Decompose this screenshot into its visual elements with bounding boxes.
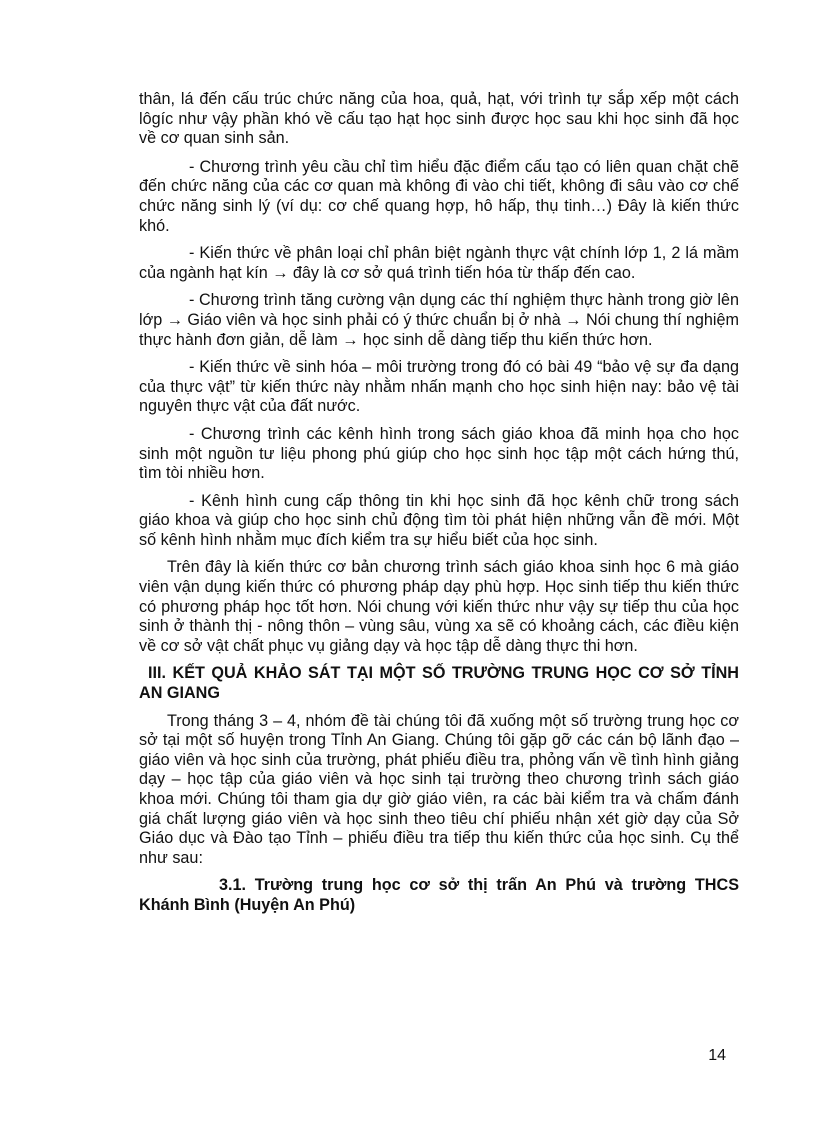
paragraph-summary: Trên đây là kiến thức cơ bản chương trình sách giáo khoa sinh học 6 mà giáo viên vận dụng kiến thức có phương pháp dạy phù hợp. Học sinh tiếp thu kiến thức có phương pháp học tốt hơn. Nói chung với kiến thức như vậy sự tiếp thu của học sinh ở thành thị - nông thôn – vùng sâu, vùng xa sẽ có khoảng cách, các điều kiện về cơ sở vật chất phục vụ giảng dạy và học tập dễ dàng thực thi hơn. [139,558,739,655]
bullet-paragraph-biochemistry: - Kiến thức về sinh hóa – môi trường trong đó có bài 49 “bảo vệ sự đa dạng của thực vật” từ kiến thức này nhằm nhấn mạnh cho học sinh hiện nay: bảo vệ tài nguyên thực vật của đất nước. [139,358,739,416]
bullet-paragraph-classification: - Kiến thức về phân loại chỉ phân biệt ngành thực vật chính lớp 1, 2 lá mầm của ngành hạt kín → đây là cơ sở quá trình tiến hóa từ thấp đến cao. [139,244,739,282]
paragraph-survey: Trong tháng 3 – 4, nhóm đề tài chúng tôi đã xuống một số trường trung học cơ sở tại một số huyện trong Tỉnh An Giang. Chúng tôi gặp gỡ các cán bộ lãnh đạo – giáo viên và học sinh của trường, phát phiếu điều tra, phỏng vấn về tình hình giảng dạy – học tập của giáo viên và học sinh tại trường theo chương trình sách giáo khoa mới. Chúng tôi tham gia dự giờ giáo viên, ra các bài kiểm tra và chấm đánh giá chất lượng giáo viên và học sinh theo tiêu chí phiếu nhận xét giờ dạy của Sở Giáo dục và Đào tạo Tỉnh – phiếu điều tra tiếp thu kiến thức của học sinh. Cụ thể như sau: [139,711,739,867]
bullet-paragraph-experiments: - Chương trình tăng cường vận dụng các thí nghiệm thực hành trong giờ lên lớp → Giáo viên và học sinh phải có ý thức chuẩn bị ở nhà → Nói chung thí nghiệm thực hành đơn giản, dễ làm → học sinh dễ dàng tiếp thu kiến thức hơn. [139,291,739,349]
paragraph-intro: thân, lá đến cấu trúc chức năng của hoa, quả, hạt, với trình tự sắp xếp một cách lôgíc như vậy phần khó về cấu tạo hạt học sinh được học sau khi học sinh đã học về cơ quan sinh sản. [139,90,739,148]
section-heading: III. KẾT QUẢ KHẢO SÁT TẠI MỘT SỐ TRƯỜNG TRUNG HỌC CƠ SỞ TỈNH AN GIANG [139,664,739,703]
subsection-heading: 3.1. Trường trung học cơ sở thị trấn An Phú và trường THCS Khánh Bình (Huyện An Phú) [139,876,739,914]
bullet-paragraph-image-channel: - Kênh hình cung cấp thông tin khi học sinh đã học kênh chữ trong sách giáo khoa và giúp cho học sinh chủ động tìm tòi phát hiện những vẫn đề mới. Một số kênh hình nhằm mục đích kiểm tra sự hiểu biết của học sinh. [139,491,739,549]
page-body [139,90,739,924]
page-number: 14 [708,1047,726,1064]
bullet-paragraph-illustrations: - Chương trình các kênh hình trong sách giáo khoa đã minh họa cho học sinh một nguồn tư liệu phong phú giúp cho học sinh học tập một cách hứng thú, tìm tòi nhiều hơn. [139,424,739,483]
bullet-paragraph-structure: - Chương trình yêu cầu chỉ tìm hiểu đặc điểm cấu tạo có liên quan chặt chẽ đến chức năng của các cơ quan mà không đi vào chi tiết, không đi sâu vào cơ chế chức năng sinh lý (ví dụ: cơ chế quang hợp, hô hấp, thụ tinh…) Đây là kiến thức khó. [139,157,739,235]
